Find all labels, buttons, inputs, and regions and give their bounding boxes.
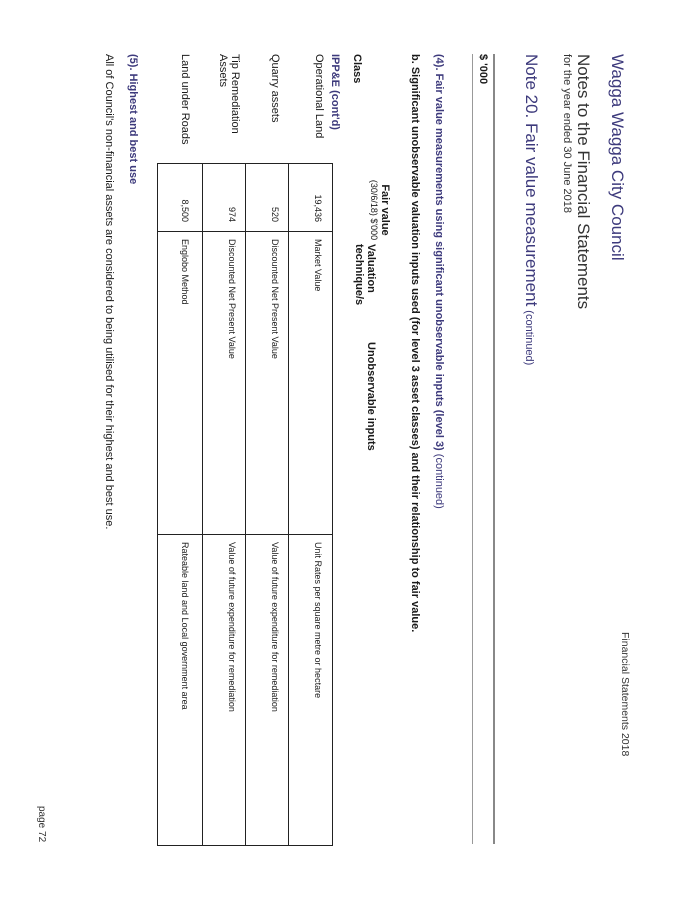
note-continued: (continued) [523, 310, 535, 366]
table-row-divider [202, 164, 203, 845]
row-class-label: Tip Remediation Assets [217, 54, 241, 134]
fair-value-label: Fair value [379, 184, 391, 236]
fair-value-cell: 974 [227, 206, 237, 222]
input-cell: Rateable land and Local government area [180, 542, 190, 710]
units-label: $ '000 [477, 54, 489, 85]
notes-title: Notes to the Financial Statements [574, 54, 593, 310]
note-heading [521, 54, 541, 365]
column-header-fair-value [369, 179, 391, 241]
section-4-heading [433, 54, 445, 509]
column-header-unobservable: Unobservable inputs [365, 342, 377, 451]
financial-statements-label: Financial Statements 2018 [619, 632, 631, 757]
fair-value-sublabel: (30/6/18) $'000 [369, 179, 379, 241]
row-class-label: Land under Roads [179, 54, 191, 145]
input-cell: Unit Rates per square metre or hectare [313, 542, 323, 699]
notes-subtitle: for the year ended 30 June 2018 [561, 54, 573, 214]
fair-value-cell: 8,500 [180, 199, 190, 222]
organisation-name: Wagga Wagga City Council [608, 54, 627, 261]
column-header-valuation: Valuation technique/s [353, 244, 377, 306]
highest-best-use-text: All of Council's non-financial assets are considered to being utilised for their highest and best use. [103, 54, 115, 530]
divider [472, 54, 473, 844]
valuation-inputs-table [157, 163, 333, 846]
input-cell: Value of future expenditure for remediation [270, 542, 280, 712]
highest-best-use-heading: (5). Highest and best use [127, 54, 139, 185]
column-header-class: Class [351, 54, 363, 84]
input-cell: Value of future expenditure for remediation [227, 542, 237, 712]
table-row-divider [245, 164, 246, 845]
fair-value-cell: 19,436 [313, 194, 323, 222]
technique-cell: Discounted Net Present Value [270, 239, 280, 359]
row-class-label: Operational Land [313, 54, 325, 139]
page-number: page 72 [36, 806, 47, 843]
section-4-title: (4). Fair value measurements using significant unobservable inputs (level 3) [433, 54, 445, 451]
technique-cell: Discounted Net Present Value [227, 239, 237, 359]
table-row-divider [288, 164, 289, 845]
section-b-heading: b. Significant unobservable valuation inputs used (for level 3 asset classes) and their relationship to fair value. [409, 54, 421, 633]
technique-cell: Englobo Method [180, 239, 190, 305]
row-class-label: Quarry assets [269, 54, 281, 123]
category-label: IPP&E (cont'd) [329, 54, 341, 130]
technique-cell: Market Value [313, 239, 323, 292]
note-title: Note 20. Fair value measurement [522, 54, 541, 307]
fair-value-cell: 520 [270, 206, 280, 222]
divider [493, 54, 495, 844]
section-4-continued: (continued) [433, 453, 445, 509]
